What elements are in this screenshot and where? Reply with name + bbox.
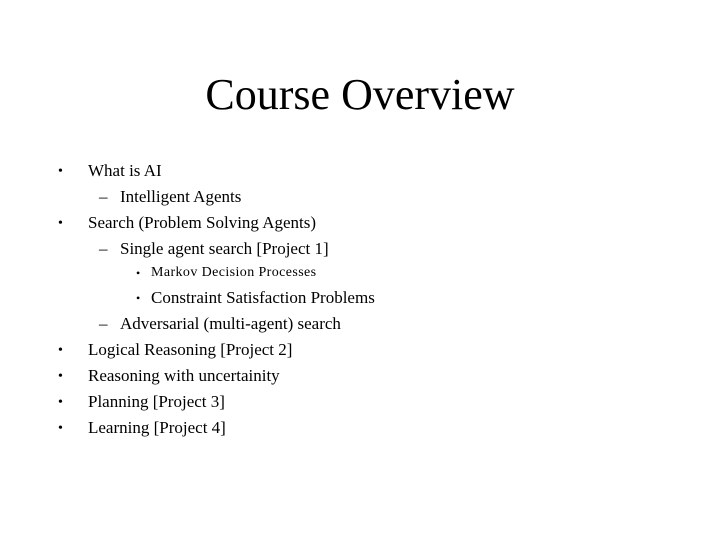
list-item-intelligent-agents: Intelligent Agents: [120, 187, 242, 206]
bullet-icon: •: [136, 291, 141, 305]
dash-icon: –: [99, 239, 108, 258]
list-item-what-is-ai: What is AI: [88, 161, 162, 180]
list-item-markov-decision-processes: Markov Decision Processes: [151, 265, 317, 280]
bullet-icon: •: [58, 369, 63, 384]
list-item-single-agent-search: Single agent search [Project 1]: [120, 239, 329, 258]
dash-icon: –: [99, 187, 108, 206]
list-item-adversarial-search: Adversarial (multi-agent) search: [120, 314, 341, 333]
bullet-icon: •: [136, 266, 141, 280]
list-item-planning: Planning [Project 3]: [88, 392, 225, 411]
list-item-reasoning-with-uncertainity: Reasoning with uncertainity: [88, 366, 280, 385]
list-item-learning: Learning [Project 4]: [88, 418, 226, 437]
bullet-icon: •: [58, 164, 63, 179]
dash-icon: –: [99, 314, 108, 333]
list-item-logical-reasoning: Logical Reasoning [Project 2]: [88, 340, 293, 359]
list-item-search: Search (Problem Solving Agents): [88, 213, 317, 232]
bullet-icon: •: [58, 343, 63, 358]
bullet-icon: •: [58, 216, 63, 231]
slide-title: Course Overview: [205, 70, 515, 119]
bullet-icon: •: [58, 421, 63, 436]
list-item-constraint-satisfaction-problems: Constraint Satisfaction Problems: [151, 288, 375, 307]
bullet-icon: •: [58, 395, 63, 410]
